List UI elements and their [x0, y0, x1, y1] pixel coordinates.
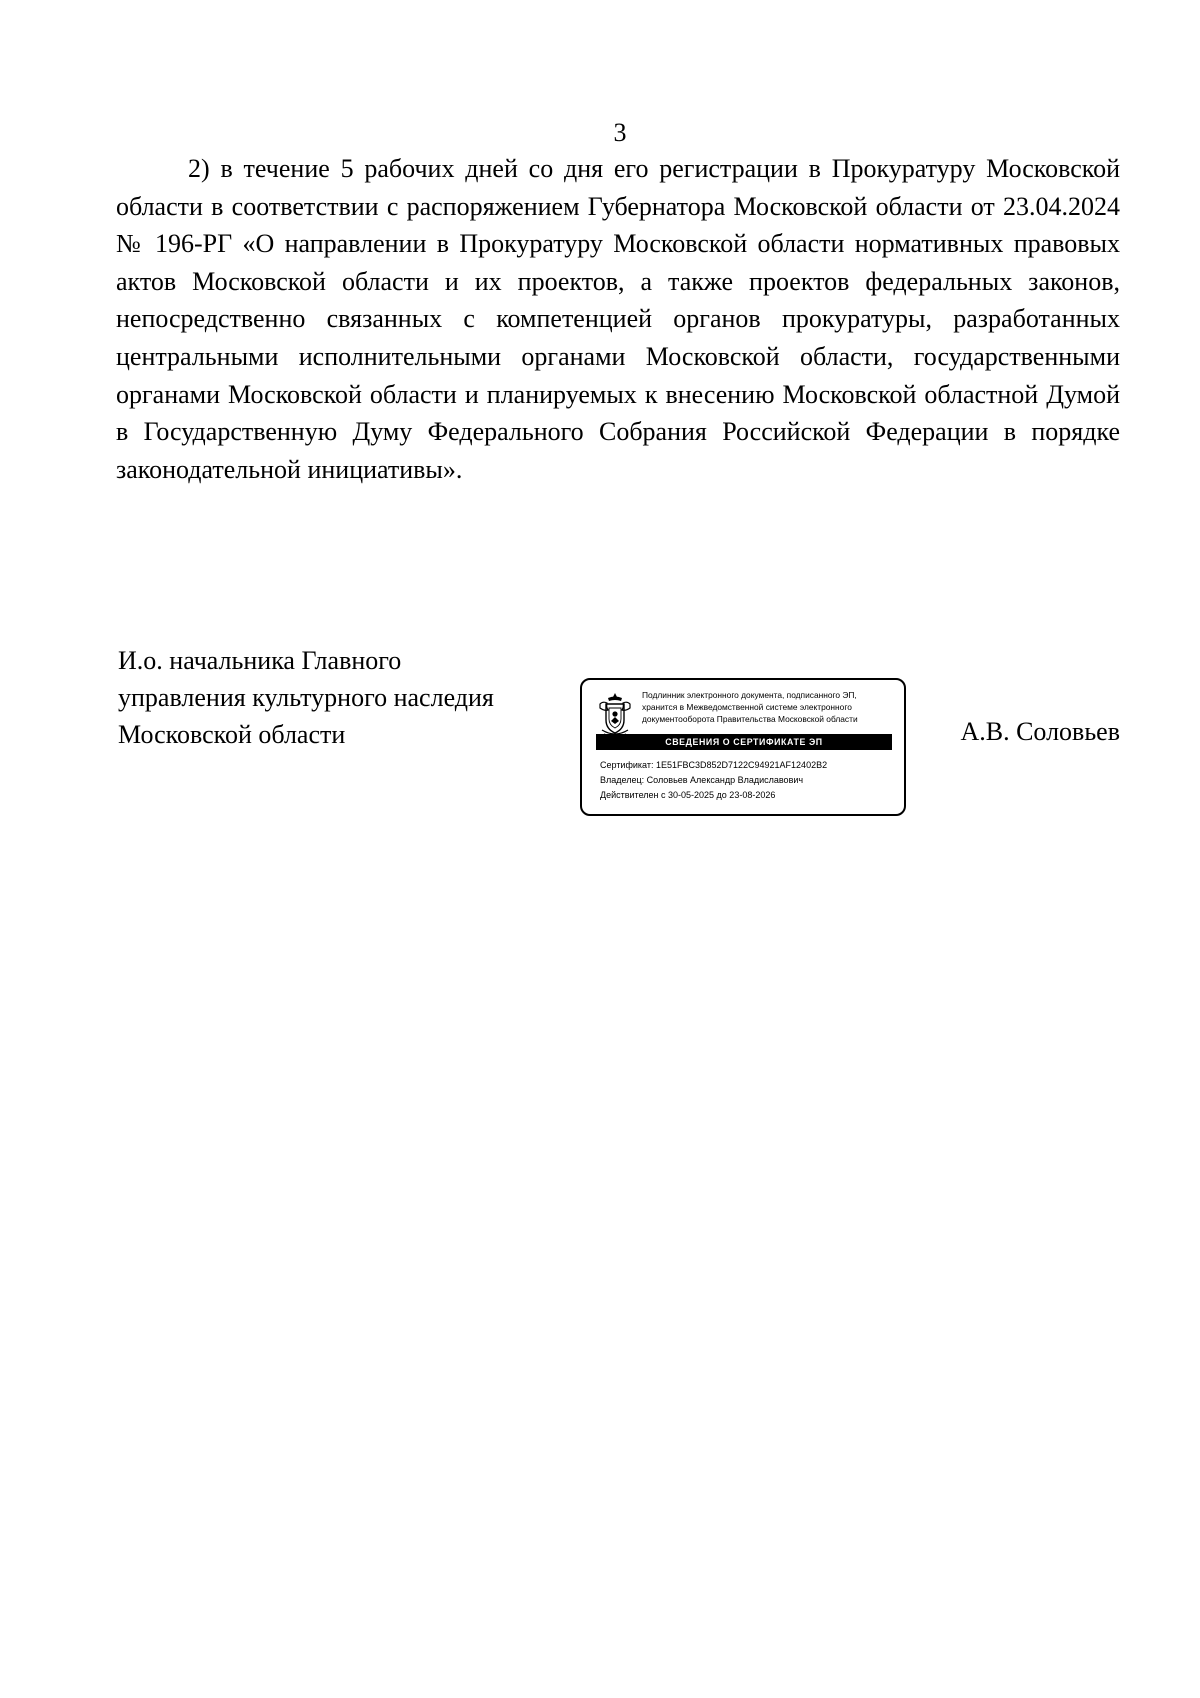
stamp-certificate: Сертификат: 1E51FBC3D852D7122C94921AF12402B2 — [600, 760, 828, 770]
signer-name: А.В. Соловьев — [960, 717, 1120, 746]
signer-position-line-3: Московской области — [118, 720, 346, 749]
stamp-banner: СВЕДЕНИЯ О СЕРТИФИКАТЕ ЭП — [596, 734, 892, 750]
electronic-signature-stamp — [580, 678, 906, 816]
signer-position-line-1: И.о. начальника Главного — [118, 646, 402, 675]
page-number: 3 — [613, 118, 627, 147]
stamp-validity: Действителен с 30-05-2025 до 23-08-2026 — [600, 790, 776, 800]
stamp-notice — [642, 689, 902, 725]
stamp-notice-line-3: документооборота Правительства Московской области — [642, 714, 858, 724]
stamp-notice-line-2: хранится в Межведомственной системе электронного — [642, 702, 852, 712]
stamp-notice-line-1: Подлинник электронного документа, подписанного ЭП, — [642, 690, 857, 700]
signer-position — [118, 642, 578, 753]
coat-of-arms-icon — [596, 690, 634, 738]
signer-position-line-2: управления культурного наследия — [118, 683, 494, 712]
stamp-details — [600, 758, 900, 803]
body-paragraph: 2) в течение 5 рабочих дней со дня его регистрации в Прокуратуру Московской области в соответствии с распоряжением Губернатора Московской области от 23.04.2024 № 196-РГ «О направлении в Прокуратуру Московской области нормативных правовых актов Московской области и их проектов, а также проектов федеральных законов, непосредственно связанных с компетенцией органов прокуратуры, разработанных центральными исполнительными органами Московской области, государственными органами Московской области и планируемых к внесению Московской областной Думой в Государственную Думу Федерального Собрания Российской Федерации в порядке законодательной инициативы». — [116, 154, 1120, 484]
stamp-owner: Владелец: Соловьев Александр Владиславович — [600, 775, 804, 785]
